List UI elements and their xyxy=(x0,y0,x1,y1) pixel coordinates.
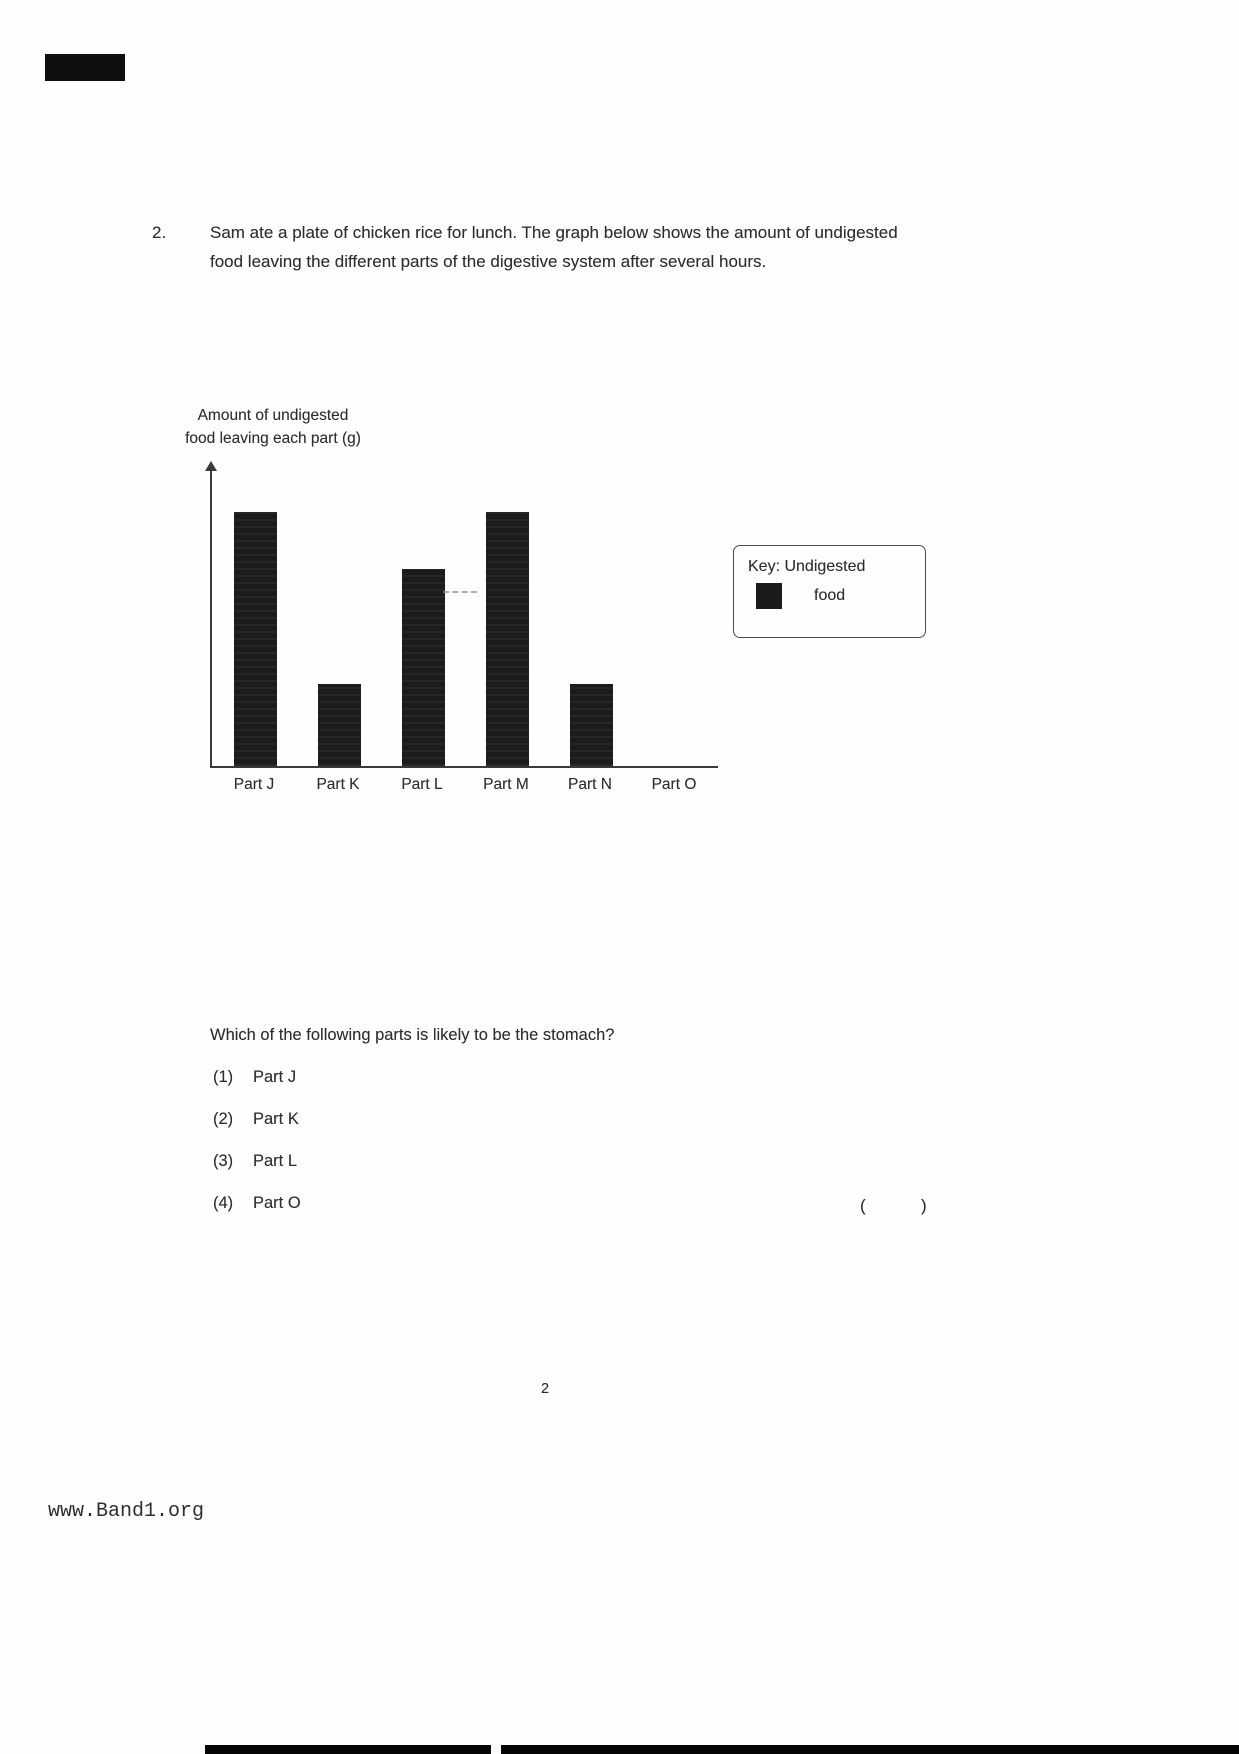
category-label-part-n: Part N xyxy=(568,776,612,793)
question-text: Sam ate a plate of chicken rice for lunch. The graph below shows the amount of undigested food leaving the different parts of the digestive system after several hours. xyxy=(210,223,898,271)
option-2-number: (2) xyxy=(213,1110,234,1128)
redaction-block xyxy=(45,54,125,81)
page-number: 2 xyxy=(541,1381,550,1397)
option-2 xyxy=(213,1110,299,1129)
option-4-number: (4) xyxy=(213,1194,234,1212)
axis-title-line-2: food leaving each part (g) xyxy=(185,430,361,447)
question-number: 2. xyxy=(152,223,167,242)
legend-box xyxy=(733,545,926,638)
option-3-label: Part L xyxy=(253,1152,298,1170)
category-labels-row xyxy=(210,776,718,802)
footer-url: www.Band1.org xyxy=(48,1500,205,1523)
sub-question: Which of the following parts is likely to be the stomach? xyxy=(210,1026,615,1044)
answer-bracket-close: ) xyxy=(921,1196,927,1215)
answer-bracket-open: ( xyxy=(860,1196,866,1215)
y-axis-arrow-icon xyxy=(205,461,217,471)
bar-part-n xyxy=(570,684,613,766)
category-label-part-o: Part O xyxy=(651,776,697,793)
option-3 xyxy=(213,1152,297,1171)
category-label-part-m: Part M xyxy=(483,776,529,793)
bar-part-j xyxy=(234,512,277,766)
question-block xyxy=(152,218,942,276)
scan-artifact-bar xyxy=(501,1745,1239,1754)
option-1-number: (1) xyxy=(213,1068,234,1086)
legend-swatch xyxy=(756,583,782,609)
bar-part-m xyxy=(486,512,529,766)
bar-part-l xyxy=(402,569,445,766)
option-3-number: (3) xyxy=(213,1152,234,1170)
option-1-label: Part J xyxy=(253,1068,297,1086)
option-4 xyxy=(213,1194,301,1213)
scan-artifact-bar xyxy=(205,1745,491,1754)
option-2-label: Part K xyxy=(253,1110,299,1128)
category-label-part-l: Part L xyxy=(401,776,443,793)
axis-title-line-1: Amount of undigested xyxy=(197,407,349,424)
category-label-part-j: Part J xyxy=(233,776,275,793)
option-4-label: Part O xyxy=(253,1194,301,1212)
legend-label-food: food xyxy=(814,587,846,604)
legend-row xyxy=(748,583,911,609)
plot-area xyxy=(210,470,718,768)
bar-part-k xyxy=(318,684,361,766)
legend-title: Key: Undigested xyxy=(748,558,866,575)
option-1 xyxy=(213,1068,296,1087)
chart-axis-title xyxy=(148,404,398,450)
category-label-part-k: Part K xyxy=(316,776,360,793)
scan-artifact-dashes xyxy=(443,591,477,593)
